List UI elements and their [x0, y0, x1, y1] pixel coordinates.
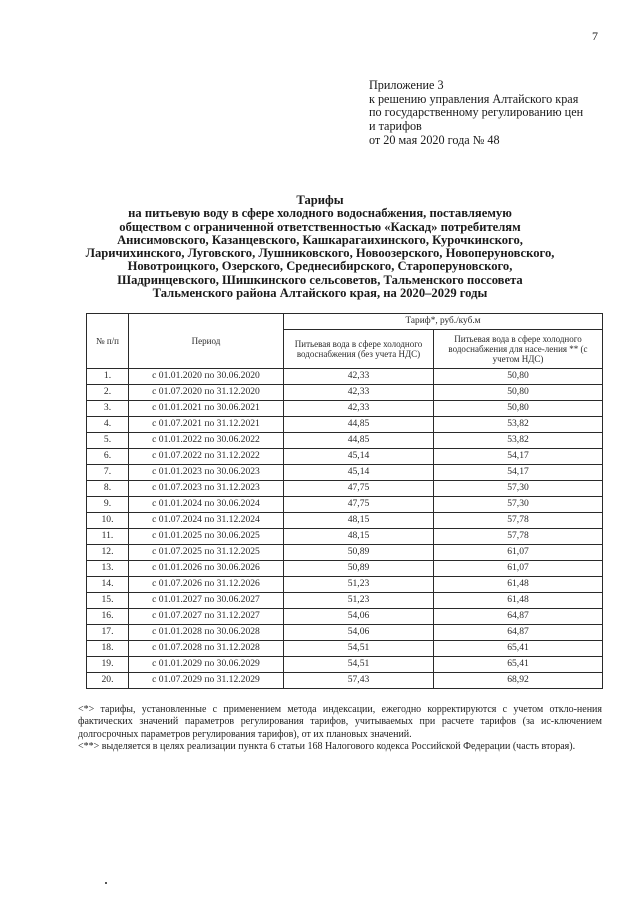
- table-row: [87, 433, 603, 449]
- cell-number: 7.: [87, 465, 129, 481]
- cell-with-vat: 50,80: [434, 385, 603, 401]
- cell-with-vat: 54,17: [434, 465, 603, 481]
- cell-with-vat: 64,87: [434, 625, 603, 641]
- cell-period: с 01.07.2021 по 31.12.2021: [129, 417, 284, 433]
- cell-with-vat: 64,87: [434, 609, 603, 625]
- table-row: [87, 481, 603, 497]
- header-tariff-group: Тариф*, руб./куб.м: [284, 314, 603, 330]
- cell-period: с 01.01.2021 по 30.06.2021: [129, 401, 284, 417]
- table-row: [87, 641, 603, 657]
- cell-number: 10.: [87, 513, 129, 529]
- cell-number: 14.: [87, 577, 129, 593]
- header-with-vat: Питьевая вода в сфере холодного водоснабжения для насе-ления ** (с учетом НДС): [434, 330, 603, 369]
- cell-without-vat: 42,33: [284, 369, 434, 385]
- footnotes: [78, 704, 602, 753]
- table-row: [87, 401, 603, 417]
- cell-number: 8.: [87, 481, 129, 497]
- table-row: [87, 513, 603, 529]
- title-line: обществом с ограниченной ответственностью «Каскад» потребителям: [119, 219, 521, 234]
- cell-with-vat: 61,07: [434, 545, 603, 561]
- scan-artifact-dot: [105, 882, 107, 884]
- cell-with-vat: 57,78: [434, 529, 603, 545]
- cell-period: с 01.01.2028 по 30.06.2028: [129, 625, 284, 641]
- table-row: [87, 609, 603, 625]
- cell-with-vat: 57,30: [434, 497, 603, 513]
- cell-period: с 01.07.2029 по 31.12.2029: [129, 673, 284, 689]
- header-period: Период: [129, 314, 284, 369]
- table-row: [87, 417, 603, 433]
- cell-period: с 01.01.2025 по 30.06.2025: [129, 529, 284, 545]
- cell-number: 3.: [87, 401, 129, 417]
- page-number: 7: [592, 29, 598, 43]
- cell-with-vat: 61,48: [434, 593, 603, 609]
- cell-number: 19.: [87, 657, 129, 673]
- cell-period: с 01.01.2023 по 30.06.2023: [129, 465, 284, 481]
- cell-without-vat: 54,51: [284, 641, 434, 657]
- table-row: [87, 369, 603, 385]
- table-row: [87, 577, 603, 593]
- cell-period: с 01.07.2022 по 31.12.2022: [129, 449, 284, 465]
- cell-with-vat: 50,80: [434, 369, 603, 385]
- appendix-reference: [369, 79, 629, 148]
- cell-number: 11.: [87, 529, 129, 545]
- table-row: [87, 673, 603, 689]
- cell-without-vat: 44,85: [284, 433, 434, 449]
- appendix-line: и тарифов: [369, 118, 422, 133]
- cell-period: с 01.01.2026 по 30.06.2026: [129, 561, 284, 577]
- cell-with-vat: 65,41: [434, 657, 603, 673]
- cell-number: 15.: [87, 593, 129, 609]
- cell-period: с 01.01.2022 по 30.06.2022: [129, 433, 284, 449]
- cell-period: с 01.01.2020 по 30.06.2020: [129, 369, 284, 385]
- footnote-1: <*> тарифы, установленные с применением метода индексации, ежегодно корректируются с учетом откло-нения фактических значений параметров регулирования тарифов, учитываемых при расчете тарифов (за ис-ключением долгосрочных параметров регулирования тарифов), от их плановых значений.: [78, 704, 602, 740]
- appendix-line: по государственному регулированию цен: [369, 105, 584, 120]
- cell-without-vat: 54,06: [284, 625, 434, 641]
- cell-without-vat: 47,75: [284, 481, 434, 497]
- cell-number: 4.: [87, 417, 129, 433]
- cell-number: 2.: [87, 385, 129, 401]
- cell-number: 6.: [87, 449, 129, 465]
- cell-with-vat: 54,17: [434, 449, 603, 465]
- cell-with-vat: 68,92: [434, 673, 603, 689]
- cell-without-vat: 42,33: [284, 401, 434, 417]
- table-row: [87, 657, 603, 673]
- title-line: Ларичихинского, Луговского, Лушниковского, Новоозерского, Новоперуновского,: [85, 246, 555, 261]
- cell-period: с 01.07.2026 по 31.12.2026: [129, 577, 284, 593]
- title-line: на питьевую воду в сфере холодного водоснабжения, поставляемую: [128, 206, 512, 221]
- cell-period: с 01.01.2029 по 30.06.2029: [129, 657, 284, 673]
- cell-number: 16.: [87, 609, 129, 625]
- cell-period: с 01.01.2024 по 30.06.2024: [129, 497, 284, 513]
- table-row: [87, 385, 603, 401]
- cell-period: с 01.07.2023 по 31.12.2023: [129, 481, 284, 497]
- cell-without-vat: 44,85: [284, 417, 434, 433]
- cell-without-vat: 54,06: [284, 609, 434, 625]
- cell-number: 5.: [87, 433, 129, 449]
- header-without-vat: Питьевая вода в сфере холодного водоснабжения (без учета НДС): [284, 330, 434, 369]
- cell-number: 12.: [87, 545, 129, 561]
- cell-with-vat: 50,80: [434, 401, 603, 417]
- cell-without-vat: 45,14: [284, 465, 434, 481]
- cell-period: с 01.07.2028 по 31.12.2028: [129, 641, 284, 657]
- table-row: [87, 449, 603, 465]
- appendix-line: Приложение 3: [369, 78, 444, 92]
- cell-with-vat: 53,82: [434, 417, 603, 433]
- cell-period: с 01.01.2027 по 30.06.2027: [129, 593, 284, 609]
- title-line: Анисимовского, Казанцевского, Кашкарагаихинского, Курочкинского,: [117, 232, 523, 247]
- cell-without-vat: 50,89: [284, 561, 434, 577]
- cell-period: с 01.07.2027 по 31.12.2027: [129, 609, 284, 625]
- cell-without-vat: 45,14: [284, 449, 434, 465]
- title-heading: Тарифы: [296, 193, 344, 207]
- footnote-2: <**> выделяется в целях реализации пункта 6 статьи 168 Налогового кодекса Российской Федерации (часть вторая).: [78, 740, 576, 752]
- cell-without-vat: 42,33: [284, 385, 434, 401]
- table-row: [87, 561, 603, 577]
- cell-number: 20.: [87, 673, 129, 689]
- cell-without-vat: 48,15: [284, 513, 434, 529]
- cell-period: с 01.07.2020 по 31.12.2020: [129, 385, 284, 401]
- cell-without-vat: 50,89: [284, 545, 434, 561]
- title-line: Тальменского района Алтайского края, на 2020–2029 годы: [152, 286, 488, 301]
- cell-with-vat: 61,07: [434, 561, 603, 577]
- cell-with-vat: 61,48: [434, 577, 603, 593]
- cell-number: 1.: [87, 369, 129, 385]
- table-row: [87, 465, 603, 481]
- cell-with-vat: 53,82: [434, 433, 603, 449]
- cell-number: 17.: [87, 625, 129, 641]
- cell-without-vat: 47,75: [284, 497, 434, 513]
- cell-without-vat: 51,23: [284, 577, 434, 593]
- table-row: [87, 625, 603, 641]
- table-row: [87, 529, 603, 545]
- cell-without-vat: 48,15: [284, 529, 434, 545]
- table-row: [87, 545, 603, 561]
- cell-with-vat: 57,30: [434, 481, 603, 497]
- cell-with-vat: 57,78: [434, 513, 603, 529]
- header-number: № п/п: [87, 314, 129, 369]
- cell-without-vat: 57,43: [284, 673, 434, 689]
- cell-number: 18.: [87, 641, 129, 657]
- title-line: Шадринцевского, Шишкинского сельсоветов, Тальменского поссовета: [117, 272, 523, 287]
- document-title: [30, 194, 610, 300]
- cell-without-vat: 51,23: [284, 593, 434, 609]
- cell-period: с 01.07.2024 по 31.12.2024: [129, 513, 284, 529]
- table-row: [87, 497, 603, 513]
- table-row: [87, 593, 603, 609]
- cell-without-vat: 54,51: [284, 657, 434, 673]
- cell-period: с 01.07.2025 по 31.12.2025: [129, 545, 284, 561]
- cell-number: 13.: [87, 561, 129, 577]
- title-line: Новотроицкого, Озерского, Среднесибирского, Староперуновского,: [127, 259, 513, 274]
- cell-with-vat: 65,41: [434, 641, 603, 657]
- appendix-line: к решению управления Алтайского края: [369, 91, 579, 106]
- tariff-table: [86, 313, 603, 689]
- cell-number: 9.: [87, 497, 129, 513]
- appendix-date-line: от 20 мая 2020 года № 48: [369, 133, 500, 148]
